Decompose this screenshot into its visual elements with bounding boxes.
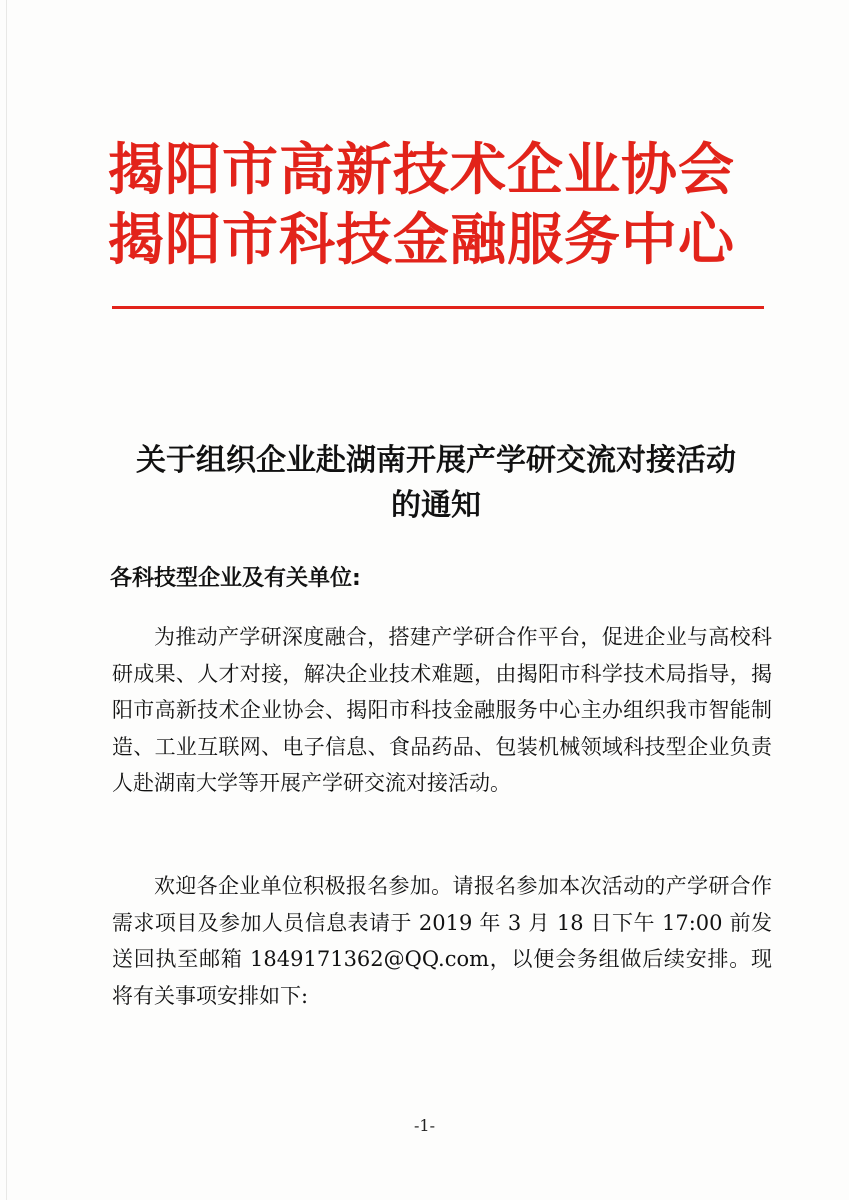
letterhead-red-rule [112,306,764,309]
letterhead-line-2: 揭阳市科技金融服务中心 [108,207,735,273]
document-title-line-1: 关于组织企业赴湖南开展产学研交流对接活动 [136,443,736,478]
page-number: -1- [414,1116,435,1135]
document-title-line-2: 的通知 [391,488,481,523]
scan-edge [6,0,7,1200]
body-paragraph-1: 为推动产学研深度融合，搭建产学研合作平台，促进企业与高校科研成果、人才对接，解决企业技术难题，由揭阳市科学技术局指导，揭阳市高新技术企业协会、揭阳市科技金融服务中心主办组织我市智能制造、工业互联网、电子信息、食品药品、包装机械领域科技型企业负责人赴湖南大学等开展产学研交流对接活动。 [112,625,772,795]
body-paragraph-2: 欢迎各企业单位积极报名参加。请报名参加本次活动的产学研合作需求项目及参加人员信息表请于 2019 年 3 月 18 日下午 17:00 前发送回执至邮箱 1849171362@QQ.com，以便会务组做后续安排。现将有关事项安排如下: [112,874,772,1008]
letterhead-line-1: 揭阳市高新技术企业协会 [108,137,735,203]
salutation: 各科技型企业及有关单位: [110,566,361,591]
